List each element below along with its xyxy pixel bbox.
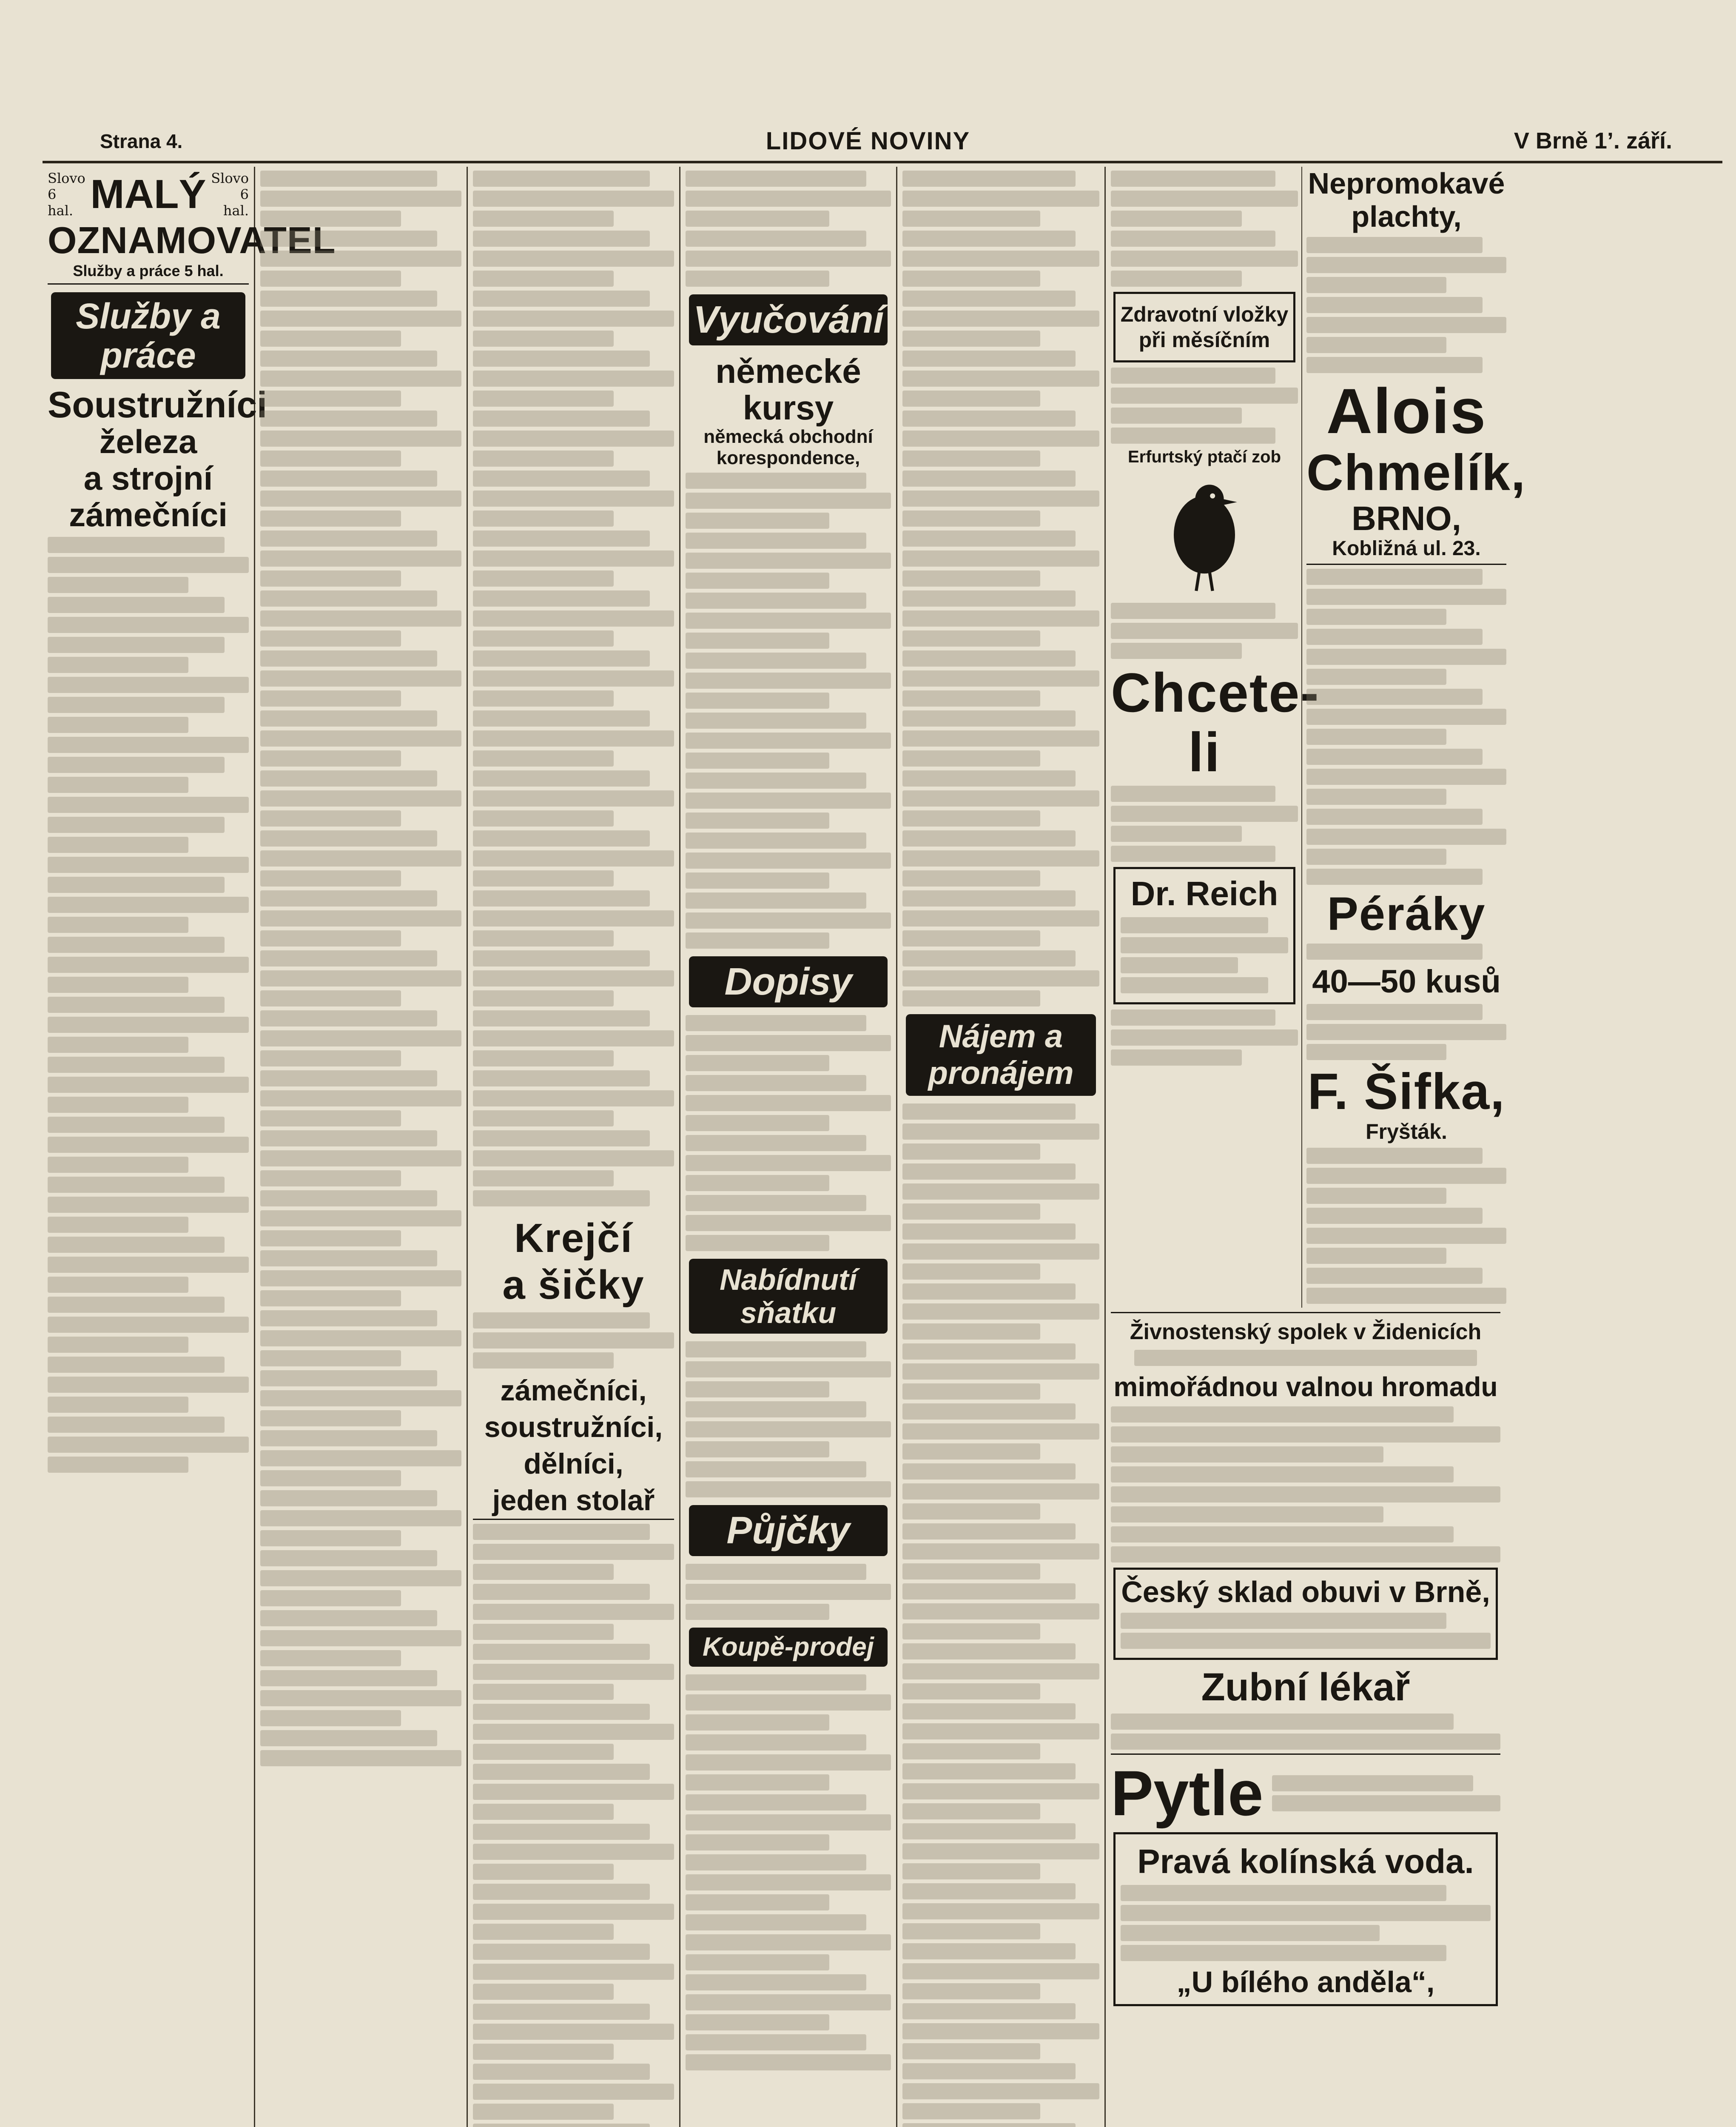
kursy-heading-a: německé — [715, 352, 861, 390]
nabidnuti-banner: Nabídnutí sňatku — [689, 1259, 888, 1334]
najem-banner: Nájem a pronájem — [906, 1014, 1096, 1096]
sifka-heading: F. Šifka, — [1307, 1063, 1505, 1120]
bird-illustration — [1153, 471, 1255, 599]
header-rule — [43, 161, 1722, 163]
soustruznici-col3: soustružníci, — [484, 1411, 663, 1443]
reich-box — [1113, 867, 1295, 1004]
price-left: Slovo 6 hal. — [48, 170, 85, 219]
col6-top-right — [1302, 167, 1526, 1308]
oznamovatel-title: OZNAMOVATEL — [48, 219, 336, 261]
plachty-heading: plachty, — [1351, 200, 1462, 233]
koupe-banner: Koupě-prodej — [689, 1628, 888, 1667]
issue-date: V Brně 1’. září. — [1514, 128, 1672, 154]
column-6 — [1106, 167, 1526, 2127]
cesky-sklad-heading: Český sklad obuvi v Brně, — [1121, 1575, 1490, 1608]
frystak-heading: Fryšták. — [1366, 1120, 1447, 1143]
chcete-heading: Chcete-li — [1111, 661, 1320, 783]
kolinska-heading: Pravá kolínská voda. — [1137, 1842, 1474, 1880]
newspaper-title: LIDOVÉ NOVINY — [766, 127, 970, 155]
alois-heading: Alois — [1326, 375, 1487, 447]
sluzby-price: Služby a práce 5 hal. — [48, 262, 249, 285]
kursy-heading-b: kursy — [743, 389, 834, 427]
dopisy-banner: Dopisy — [689, 956, 888, 1007]
peraky-heading: Péráky — [1327, 888, 1486, 940]
vyucovani-banner: Vyučování — [689, 294, 888, 345]
maly-title: MALÝ — [90, 171, 206, 217]
cesky-sklad-box — [1113, 1568, 1498, 1660]
delnici-col3: dělníci, — [524, 1448, 623, 1480]
soustruznici-heading: Soustružníci — [48, 385, 268, 425]
zamecnici-col3: zámečníci, — [500, 1374, 647, 1407]
kolinska-box — [1113, 1832, 1498, 2006]
price-right: Slovo 6 hal. — [211, 170, 249, 219]
chmelik-heading: Chmelík, — [1306, 444, 1526, 501]
column-2 — [255, 167, 468, 2127]
zeleza-heading: železa — [99, 423, 197, 460]
zdravotni-heading: Zdravotní vložky — [1120, 302, 1289, 326]
masthead — [0, 0, 1736, 162]
bileho-andela: „U bílého anděla“, — [1176, 1965, 1435, 1999]
mimoradnou-heading: mimořádnou valnou hromadu — [1113, 1371, 1498, 1402]
zivnostensky-heading: Živnostenský spolek v Židenicích — [1130, 1320, 1482, 1344]
pujcky-banner: Půjčky — [689, 1505, 888, 1556]
pytle-heading: Pytle — [1111, 1757, 1264, 1829]
column-3 — [468, 167, 680, 2127]
brno-heading: BRNO, — [1352, 499, 1461, 537]
strojni-heading: a strojní — [83, 459, 213, 497]
krejci-heading: Krejčí — [514, 1215, 633, 1261]
col6-top-left — [1111, 167, 1320, 1308]
classified-columns — [43, 167, 1727, 2127]
koblizna-address: Kobližná ul. 23. — [1306, 537, 1506, 565]
page-number: Strana 4. — [100, 130, 183, 152]
zamecnici-heading: zámečníci — [69, 496, 228, 533]
erfurtsky-heading: Erfurtský ptačí zob — [1127, 448, 1281, 466]
zivnostensky-notice — [1111, 1312, 1500, 1562]
zdravotni-sub: při měsíčním — [1138, 328, 1270, 352]
nepromokave-heading: Nepromokavé — [1308, 167, 1505, 200]
stolar-col3: jeden stolař — [473, 1482, 674, 1520]
sicky-heading: a šičky — [502, 1262, 645, 1308]
col6-top — [1111, 167, 1526, 1308]
column-5 — [897, 167, 1106, 2127]
reich-heading: Dr. Reich — [1130, 875, 1278, 912]
zdravotni-box — [1113, 292, 1295, 362]
column-1 — [43, 167, 336, 2127]
column-4 — [680, 167, 897, 2127]
korespondence-heading: německá obchodní korespondence, — [703, 426, 873, 468]
sluzby-banner: Služby a práce — [51, 292, 245, 379]
zubni-heading: Zubní lékař — [1201, 1665, 1410, 1709]
kusy-heading: 40—50 kusů — [1312, 964, 1501, 1000]
maly-header — [48, 170, 249, 219]
pytle-ad — [1111, 1753, 1500, 1827]
